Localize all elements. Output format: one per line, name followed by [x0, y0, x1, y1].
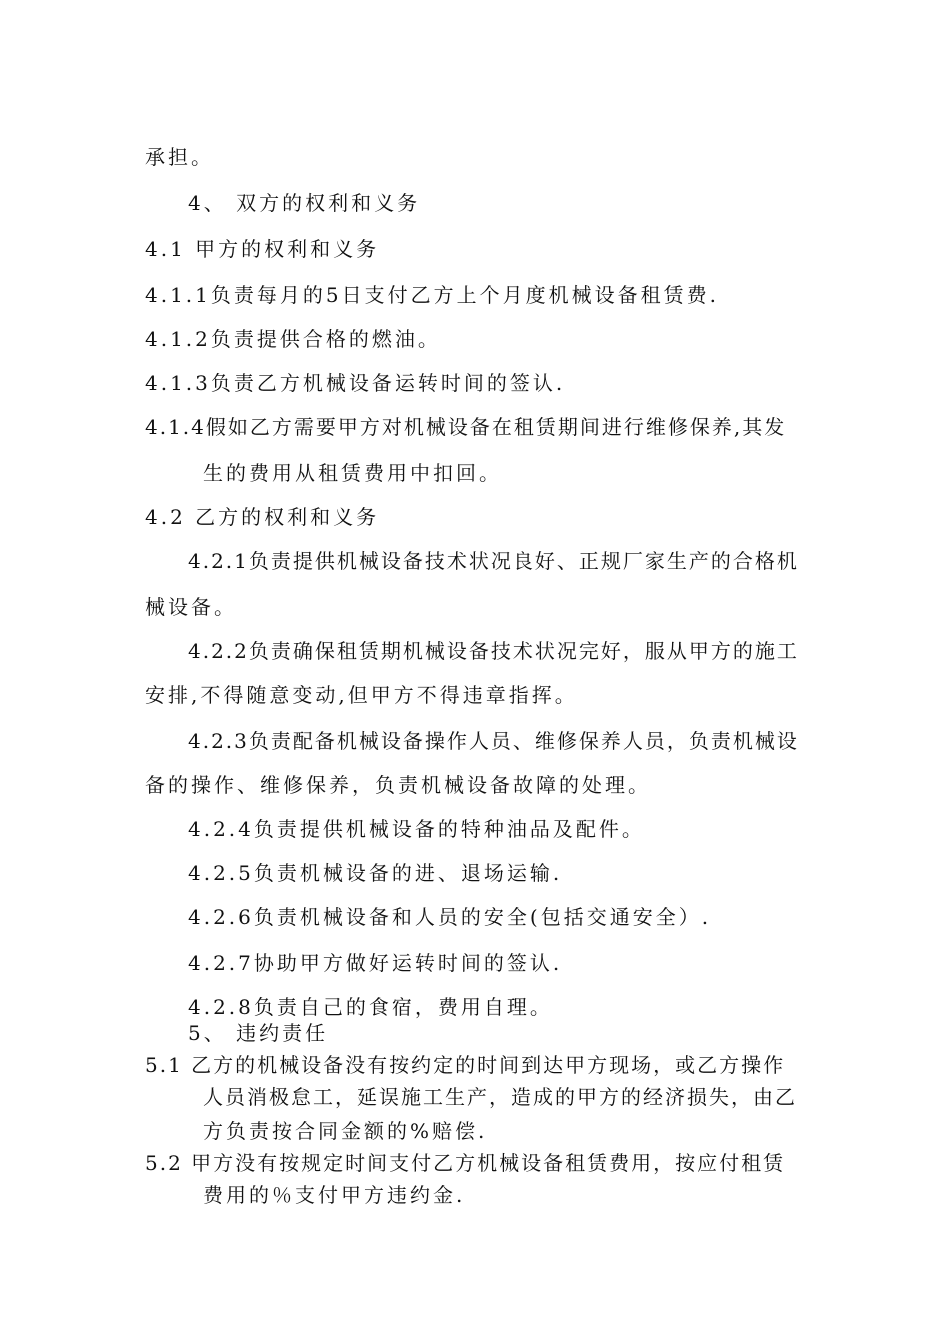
text-line: 4.2.1负责提供机械设备技术状况良好、正规厂家生产的合格机: [188, 549, 799, 573]
text-line: 4.2.7协助甲方做好运转时间的签认.: [188, 951, 563, 975]
text-line: 方负责按合同金额的%赔偿.: [203, 1119, 488, 1143]
text-line: 承担。: [145, 145, 214, 169]
text-line: 4.2.6负责机械设备和人员的安全(包括交通安全）.: [188, 905, 712, 929]
text-line: 4.1.1负责每月的5日支付乙方上个月度机械设备租赁费.: [145, 283, 719, 307]
text-line: 4.2.3负责配备机械设备操作人员、维修保养人员，负责机械设: [188, 729, 799, 753]
text-line: 4.1.4假如乙方需要甲方对机械设备在租赁期间进行维修保养,其发: [145, 415, 787, 439]
subsection-heading: 4.1 甲方的权利和义务: [145, 237, 380, 261]
text-line: 费用的％支付甲方违约金.: [203, 1183, 466, 1207]
text-line: 械设备。: [145, 595, 237, 619]
text-line: 生的费用从租赁费用中扣回。: [203, 461, 502, 485]
text-line: 4.1.2负责提供合格的燃油。: [145, 327, 441, 351]
text-line: 4.2.4负责提供机械设备的特种油品及配件。: [188, 817, 645, 841]
section-heading: 4、 双方的权利和义务: [188, 191, 421, 215]
section-heading: 5、 违约责任: [188, 1021, 329, 1045]
text-line: 5.1 乙方的机械设备没有按约定的时间到达甲方现场，或乙方操作: [145, 1053, 786, 1077]
text-line: 4.1.3负责乙方机械设备运转时间的签认.: [145, 371, 566, 395]
text-line: 4.2.5负责机械设备的进、退场运输.: [188, 861, 563, 885]
subsection-heading: 4.2 乙方的权利和义务: [145, 505, 380, 529]
text-line: 5.2 甲方没有按规定时间支付乙方机械设备租赁费用，按应付租赁: [145, 1151, 786, 1175]
text-line: 人员消极怠工，延误施工生产，造成的甲方的经济损失，由乙: [203, 1085, 797, 1109]
text-line: 4.2.2负责确保租赁期机械设备技术状况完好，服从甲方的施工: [188, 639, 799, 663]
text-line: 安排,不得随意变动,但甲方不得违章指挥。: [145, 683, 578, 707]
text-line: 4.2.8负责自己的食宿，费用自理。: [188, 995, 553, 1019]
text-line: 备的操作、维修保养，负责机械设备故障的处理。: [145, 773, 651, 797]
